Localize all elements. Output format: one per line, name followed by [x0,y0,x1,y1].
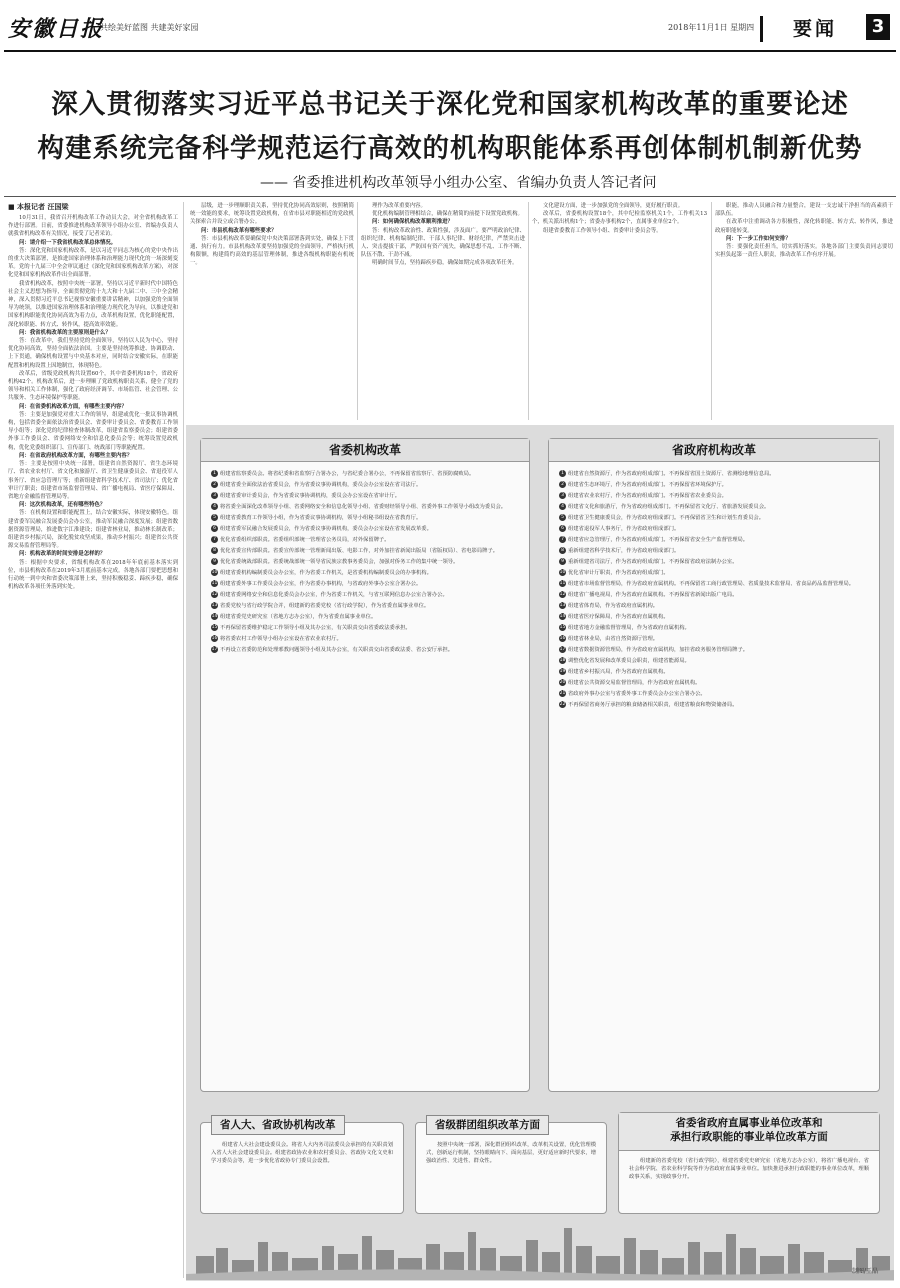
item-number-badge: 7 [559,536,566,543]
item-number-badge: 7 [211,536,218,543]
reform-item-text: 组建省市场监督管理局，作为省政府直属机构。不再保留省工商行政管理局、省质量技术监督局、省食品药品监督管理局。 [568,581,855,587]
reform-item [559,690,869,698]
provincial-gov-reform-list [549,462,879,1088]
reform-item-text: 优化省委统战部职责。省委统战部统一领导省民族宗教事务委员会，加强对侨务工作的集中统一领导。 [220,559,459,565]
reform-item [559,547,869,555]
reform-item [211,613,519,621]
reform-item-text: 组建省委机构编制委员会办公室，作为省委工作机关，是省委机构编制委员会的办事机构。 [220,570,432,576]
article-paragraph: 问：机构改革的时间安排是怎样的？ [19,551,106,558]
reform-item-text: 组建省委全面依法治省委员会，作为省委议事协调机构，委员会办公室设在省司法厅。 [220,482,422,488]
page-number: 3 [866,14,890,40]
reform-item [559,668,869,676]
institutions-reform-title [619,1113,879,1151]
reform-item [211,602,519,610]
article-paragraph: 问：请介绍一下我省机构改革总体情况。 [19,239,117,246]
item-number-badge: 15 [211,625,218,630]
reform-item-text: 组建省公共资源交易监督管理局，作为省政府直属机构。 [568,680,701,686]
reform-item-text: 优化省委组织部职责。省委组织部统一管理省公务员局，对外保留牌子。 [220,537,390,543]
reform-item-text: 将省委农村工作领导小组办公室设在省农业农村厅。 [220,636,342,642]
item-number-badge: 9 [559,558,566,565]
reform-item-text: 组建省医疗保障局，作为省政府直属机构。 [568,614,669,620]
reform-item-text: 重新组建省司法厅，作为省政府组成部门。不再保留省政府法制办公室。 [568,559,738,565]
article-paragraph: 职能，推动人员融合和力量整合，建设一支忠诚干净担当的高素质干部队伍。 [715,203,893,218]
reform-item [559,646,869,654]
reform-item [559,470,869,478]
item-number-badge: 8 [211,547,218,554]
article-paragraph: 10月31日，我省召开机构改革工作动员大会，对全省机构改革工作进行部署。日前，省委推进机构改革领导小组办公室、省编办负责人就我省机构改革有关情况，接受了记者采访。 [8,215,178,238]
reform-item [559,657,869,665]
article-paragraph: 明确时间节点，坚持蹄疾步稳，确保如期完成各项改革任务。 [372,260,518,267]
reform-item-text: 组建省退役军人事务厅，作为省政府组成部门。 [568,526,680,532]
article-column-1 [8,214,178,1278]
reform-item [559,624,869,632]
reform-item-text: 优化省审计厅职责，作为省政府组成部门。 [568,570,669,576]
reform-item-text: 省政府外事办公室与省委外事工作委员会办公室合署办公。 [568,691,706,697]
reform-item [211,503,519,511]
mass-groups-reform-body: 按照中央统一部署，深化群团组织改革，改革机关设置，优化管理模式，创新运行机制，坚持眼睛向下、面向基层，更好适应新时代要求，增强政治性、先进性、群众性。 [426,1142,596,1164]
reform-item [211,470,519,478]
article-paragraph: 文化建设方面，进一步加强党的全面领导，更好履行职责。 [543,203,684,209]
item-number-badge: 4 [211,503,218,510]
article-paragraph: 答：深化党和国家机构改革，是以习近平同志为核心的党中央作出的重大决策部署，是推进国家治理体系和治理能力现代化的一场深刻变革。党的十九届三中全会审议通过《深化党和国家机构改革方案》，对深化党和国家机构改革作出全面部署。 [8,247,178,279]
item-number-badge: 6 [559,525,566,532]
reform-item-text: 组建省地方金融监督管理局，作为省政府直属机构。 [568,625,690,631]
reform-item-text: 不再保留省商务厅承担的粮食储备相关职责，组建省粮食和物资储备局。 [568,702,738,708]
item-number-badge: 5 [211,514,218,521]
item-number-badge: 19 [559,669,566,674]
reform-item [559,558,869,566]
article-paragraph: 在改革中注重调动各方积极性，深化转职能、转方式、转作风，推进政府职能转变。 [715,219,893,234]
reform-item [211,646,519,654]
issue-date: 2018年11月1日 星期四 [668,23,755,32]
reform-item-text: 组建省委军民融合发展委员会，作为省委议事协调机构，委员会办公室设在省发展改革委。 [220,526,432,532]
reform-item [211,547,519,555]
reform-item-text: 组建省自然资源厅，作为省政府组成部门。不再保留省国土资源厅、省测绘地理信息局。 [568,471,775,477]
item-number-badge: 3 [559,492,566,499]
article-paragraph: 答：市县机构改革要确保党中央决策部署落到实处，确保上下贯通、执行有力。市县机构改革要坚持加强党的全面领导，严格执行机构限额，构建简约高效的基层管理体制，推进各级机构职能有机统一。 [190,235,354,267]
reform-item [559,580,869,588]
reform-item-text: 重新组建省科学技术厅，作为省政府组成部门。 [568,548,680,554]
article-paragraph: 我省机构改革，按照中央统一部署，坚持以习近平新时代中国特色社会主义思想为指导，全面贯彻党的十九大和十九届二中、三中全会精神，深入贯彻习近平总书记视察安徽重要讲话精神，以加强党的全面领导为统领，以推进国家治理体系和治理能力现代化为导向，以推进党和国家机构职能优化协同高效为着力点，改革机构设置，优化职能配置，深化转职能、转方式、转作风，提高效率效能。 [8,280,178,328]
item-number-badge: 14 [559,614,566,619]
item-number-badge: 20 [559,680,566,685]
reform-item [211,569,519,577]
masthead-separator [760,16,763,42]
column-divider [711,202,712,420]
reform-item [211,514,519,522]
item-number-badge: 13 [211,603,218,608]
subtitle: —— 省委推进机构改革领导小组办公室、省编办负责人答记者问 [260,175,657,191]
provincial-party-reform-list [201,462,529,1088]
reform-item [211,591,519,599]
article-paragraph: 问：如何确保机构改革顺利推进？ [372,219,453,226]
reform-item-text: 组建省生态环境厅，作为省政府组成部门。不再保留省环境保护厅。 [568,482,727,488]
article-paragraph: 优化机构编制管理相结合，确保在精简的前提下设置党政机构。 [372,211,523,218]
reform-item-text: 省委党校与省行政学院合并，组建新的省委党校（省行政学院），作为省委直属事业单位。 [220,603,430,609]
reform-item-text: 组建省文化和旅游厅，作为省政府组成部门。不再保留省文化厅、省旅游发展委员会。 [568,504,770,510]
city-skyline-illustration [186,1222,894,1280]
item-number-badge: 4 [559,503,566,510]
article-paragraph: 组建省委教育工作领导小组、省委审计委员会等。 [543,227,662,234]
masthead [0,0,900,56]
reform-item [559,569,869,577]
reform-item-text: 组建省委网络安全和信息化委员会办公室，作为省委工作机关，与省互联网信息办公室合署办公。 [220,592,448,598]
reform-item-text: 组建省农业农村厅，作为省政府组成部门。不再保留省农业委员会。 [568,493,727,499]
mass-groups-reform-box [415,1119,607,1214]
item-number-badge: 22 [559,702,566,707]
reform-item-text: 组建省应急管理厅，作为省政府组成部门。不再保留省安全生产监督管理局。 [568,537,749,543]
institutions-title-line-2: 承担行政职能的事业单位改革方面 [670,1131,828,1143]
reform-item-text: 组建省数据资源管理局，作为省政府直属机构，加挂省政务服务管理局牌子。 [568,647,749,653]
reform-item-text: 组建省广播电视局，作为省政府直属机构。不再保留省新闻出版广电局。 [568,592,738,598]
reform-item-text: 组建省委外事工作委员会办公室，作为省委办事机构，与省政府外事办公室合署办公。 [220,581,422,587]
masthead-rule [4,50,896,52]
item-number-badge: 5 [559,514,566,521]
item-number-badge: 12 [211,592,218,597]
reform-item-text: 组建省乡村振兴局，作为省政府直属机构。 [568,669,669,675]
headline-rule [4,196,896,197]
item-number-badge: 15 [559,625,566,630]
reform-item [559,613,869,621]
item-number-badge: 8 [559,547,566,554]
reform-item [559,602,869,610]
reform-item-text: 不再保留省委维护稳定工作领导小组及其办公室，有关职责交由省委政法委承担。 [220,625,411,631]
institutions-reform-body: 组建新的省委党校（省行政学院），组建省委党史研究室（省地方志办公室），将省广播电视台、省社会科学院、省农业科学院等作为省政府直属事业单位。加快推进承担行政职能的事业单位改革，理顺政事关系，实现政事分开。 [629,1158,869,1180]
provincial-gov-reform-title: 省政府机构改革 [549,439,879,462]
provincial-party-reform-title: 省委机构改革 [201,439,529,462]
item-number-badge: 16 [559,636,566,641]
article-paragraph: 答：主要是按照中央统一部署，组建省自然资源厅、省生态环境厅、省农业农村厅、省文化和旅游厅、省卫生健康委员会、省退役军人事务厅、省应急管理厅等；重新组建省科学技术厅、省司法厅；优化省审计厅职责；组建省市场监督管理局、省广播电视局、省医疗保障局、省地方金融监督管理局等。 [8,461,178,500]
article-paragraph: 问：市县机构改革有哪些要求？ [201,227,277,234]
item-number-badge: 9 [211,558,218,565]
article-paragraph: 答：在改革中，我们坚持党的全面领导，坚持以人民为中心，坚持优化协同高效，坚持全面依法治国。主要是坚持统筹推进、协调联动、上下贯通，确保机构设置与中央基本对应，同时结合安徽实际，在职能配置和机构设置上因地制宜，体现特色。 [8,338,178,369]
reform-item [559,536,869,544]
reform-item-text: 组建省委教育工作领导小组，作为省委议事协调机构，领导小组秘书组设在省教育厅。 [220,515,422,521]
reform-item-text: 组建省体育局，作为省政府直属机构。 [568,603,659,609]
article-paragraph: 层级，进一步理顺职责关系，坚持优化协同高效原则，按照精简统一效能的要求，统筹设置党政机构，在省市县对职能相近的党政机关探索合并设立或合署办公。 [190,203,354,226]
article-paragraph: 答：在机构设置和职能配置上，结合安徽实际，体现安徽特色。组建省委军民融合发展委员会办公室，推动军民融合深度发展；组建省数据资源管理局，推进数字江淮建设；组建省林业局，推动林长制改革；组建省乡村振兴局，深化脱贫攻坚成果，推动乡村振兴；组建省公共资源交易监督管理局等。 [8,510,178,550]
npc-cppcc-reform-title: 省人大、省政协机构改革 [211,1115,345,1135]
item-number-badge: 13 [559,603,566,608]
institutions-reform-box [618,1112,880,1214]
item-number-badge: 17 [211,647,218,652]
provincial-party-reform-box [200,438,530,1092]
npc-cppcc-reform-body: 组建省人大社会建设委员会。将省人大内务司法委员会承担的有关职责划入省人大社会建设委员会。组建省政协农业和农村委员会、省政协文化文史和学习委员会等，进一步优化省政协专门委员会设置。 [211,1142,393,1164]
item-number-badge: 12 [559,592,566,597]
mass-groups-reform-title: 省级群团组织改革方面 [426,1115,549,1135]
section-name: 要闻 [793,18,838,40]
reform-item [211,525,519,533]
article-paragraph: 问：在省委机构改革方面，有哪些主要内容？ [19,403,127,410]
paper-name: 安徽日报 [8,16,105,42]
headline-line-2: 构建系统完备科学规范运行高效的机构职能体系再创体制机制新优势 [37,133,863,164]
institutions-title-line-1: 省委省政府直属事业单位改革和 [675,1117,823,1129]
article-paragraph: 问：我省机构改革的主要原则是什么？ [19,329,111,336]
reform-item-text: 优化省委宣传部职责。省委宣传部统一管理新闻出版、电影工作，对外加挂省新闻出版局（省版权局）、省电影局牌子。 [220,548,499,554]
byline: ■ 本报记者 汪国梁 [8,203,69,211]
npc-cppcc-reform-box [200,1119,404,1214]
reform-item-text: 组建省委党史研究室（省地方志办公室），作为省委直属事业单位。 [220,614,377,620]
item-number-badge: 11 [211,581,218,586]
item-number-badge: 14 [211,614,218,619]
article-paragraph: 问：下一步工作如何安排？ [726,235,791,242]
item-number-badge: 18 [559,658,566,663]
reform-item [559,525,869,533]
item-number-badge: 1 [211,470,218,477]
reform-item [211,624,519,632]
article-paragraph: 答：根据中央要求，省级机构改革在2018年年底前基本落实到位，市县机构改革在2019年3月底前基本完成。各地各部门要把思想和行动统一到中央和省委决策部署上来，坚持积极稳妥、蹄疾步稳，确保机构改革各项任务落到实处。 [8,559,178,591]
item-number-badge: 17 [559,647,566,652]
item-number-badge: 11 [559,581,566,586]
item-number-badge: 1 [559,470,566,477]
reform-item [559,514,869,522]
article-paragraph: 理作为改革重要内容。 [372,203,426,209]
reform-item-text: 组建省林业局，由省自然资源厅管理。 [568,636,659,642]
item-number-badge: 16 [211,636,218,641]
article-paragraph: 问：这次机构改革，还有哪些特色？ [19,502,106,509]
item-number-badge: 2 [211,481,218,488]
reform-item [211,558,519,566]
item-number-badge: 10 [211,570,218,575]
item-number-badge: 3 [211,492,218,499]
reform-item [559,492,869,500]
article-column-4 [532,202,707,420]
reform-item [211,635,519,643]
reform-item [211,492,519,500]
photo-credit: 制图/王晶 [852,1268,879,1275]
reform-item-text: 调整优化省发展和改革委员会职责，组建省能源局。 [568,658,690,664]
provincial-gov-reform-box [548,438,880,1092]
reform-item [559,635,869,643]
article-paragraph: 改革后，省委机构设置18个，其中纪检监察机关1个，工作机关13个，机关派出机构1个；省委办事机构2个，直属事业单位2个。 [532,211,707,226]
article-column-3 [361,202,525,420]
article-column-2 [190,202,354,420]
item-number-badge: 2 [559,481,566,488]
reform-item-text: 组建省监察委员会。将省纪委和省监察厅合署办公，与省纪委合署办公，不再保留省监察厅、省预防腐败局。 [220,471,475,477]
reform-item [559,503,869,511]
column-divider [528,202,529,420]
article-paragraph: 答：主要是加强党对重大工作的领导，组建或优化一批议事协调机构，包括省委全面依法治省委员会、省委审计委员会、省委教育工作领导小组等；深化党的纪律检查体制改革，组建省监察委员会；组建省委外事工作委员会、省委网络安全和信息化委员会等；统筹设置党政机构，优化党委组织部门、宣传部门、统战部门等职能配置。 [8,411,178,451]
headline-line-1: 深入贯彻落实习近平总书记关于深化党和国家机构改革的重要论述 [51,89,849,120]
reform-item-text: 组建省委审计委员会，作为省委议事协调机构，委员会办公室设在省审计厅。 [220,493,401,499]
article-paragraph: 答：要强化责任担当，切实抓好落实。各地各部门主要负责同志要切实担负起第一责任人职责，推动改革工作有序开展。 [715,244,893,259]
item-number-badge: 21 [559,691,566,696]
reform-item [211,481,519,489]
reform-item [559,701,869,709]
column-divider [183,202,184,1278]
slogan: 共绘美好蓝图 共建美好家园 [100,23,199,32]
reform-item [559,679,869,687]
item-number-badge: 10 [559,570,566,575]
reform-item-text: 将省委全面深化改革领导小组、省委网络安全和信息化领导小组、省委财经领导小组、省委外事工作领导小组改为委员会。 [220,504,507,510]
reform-item-text: 不再设立省委防范和处理邪教问题领导小组及其办公室，有关职责交由省委政法委、省公安厅承担。 [220,647,454,653]
reform-item [211,536,519,544]
article-paragraph: 改革后，省级党政机构共设置60个，其中省委机构18个，省政府机构42个。机构改革后，进一步理顺了党政机构职责关系，健全了党的领导和相关工作体制，强化了政府经济调节、市场监管、社会管理、公共服务、生态环境保护等职能。 [8,370,178,402]
column-divider [357,202,358,420]
item-number-badge: 6 [211,525,218,532]
reform-item [559,591,869,599]
reform-item-text: 组建省卫生健康委员会，作为省政府组成部门。不再保留省卫生和计划生育委员会。 [568,515,764,521]
article-paragraph: 答：机构改革政治性、政策性强，涉及面广。要严明政治纪律、组织纪律、机构编制纪律、干部人事纪律、财经纪律，严禁突击进人、突击提拔干部，严防国有资产流失，确保思想不乱、工作不断、队伍不散、干劲不减。 [361,227,525,259]
reform-item [559,481,869,489]
reform-item [211,580,519,588]
article-column-5 [715,202,893,420]
article-paragraph: 问：在省政府机构改革方面，有哪些主要内容？ [19,452,133,459]
